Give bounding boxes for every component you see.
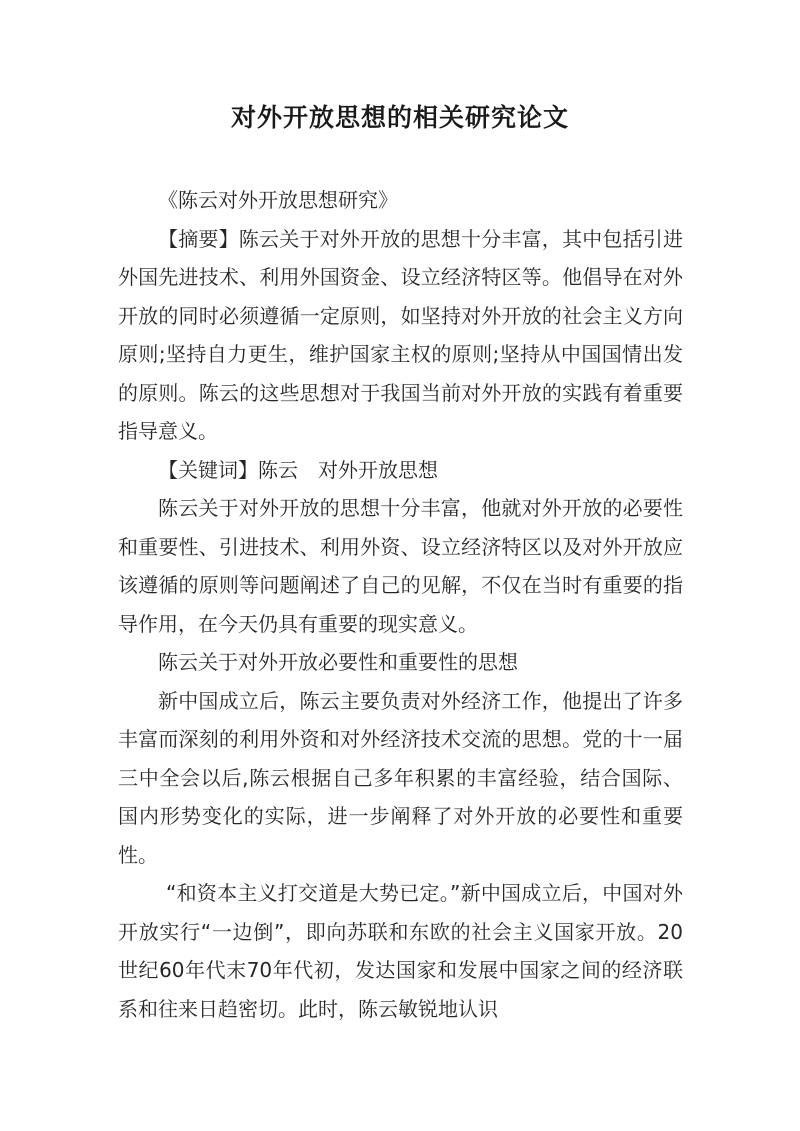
paragraph-abstract: 【摘要】陈云关于对外开放的思想十分丰富，其中包括引进外国先进技术、利用外国资金、设立经济特区等。他倡导在对外开放的同时必须遵循一定原则，如坚持对外开放的社会主义方向原则;坚持自力更生，维护国家主权的原则;坚持从中国国情出发的原则。陈云的这些思想对于我国当前对外开放的实践有着重要指导意义。 — [118, 226, 683, 443]
paragraph-body-1: 新中国成立后，陈云主要负责对外经济工作，他提出了许多丰富而深刻的利用外资和对外经济技术交流的思想。党的十一届三中全会以后,陈云根据自己多年积累的丰富经验，结合国际、国内形势变化的实际，进一步阐释了对外开放的必要性和重要性。 — [118, 688, 683, 867]
section-heading: 陈云关于对外开放必要性和重要性的思想 — [158, 650, 518, 674]
paragraph-intro: 陈云关于对外开放的思想十分丰富，他就对外开放的必要性和重要性、引进技术、利用外资、设立经济特区以及对外开放应该遵循的原则等问题阐述了自己的见解，不仅在当时有重要的指导作用，在今天仍具有重要的现实意义。 — [118, 496, 683, 636]
paragraph-keywords: 【关键词】陈云 对外开放思想 — [158, 457, 438, 482]
document-body — [118, 181, 683, 1028]
document-title: 对外开放思想的相关研究论文 — [230, 103, 569, 132]
paragraph-body-2: “和资本主义打交道是大势已定。”新中国成立后，中国对外开放实行“一边倒”，即向苏联和东欧的社会主义国家开放。20世纪60年代末70年代初，发达国家和发展中国家之间的经济联系和往来日趋密切。此时，陈云敏锐地认识 — [118, 881, 683, 1021]
paragraph-source-title: 《陈云对外开放思想研究》 — [158, 188, 398, 212]
